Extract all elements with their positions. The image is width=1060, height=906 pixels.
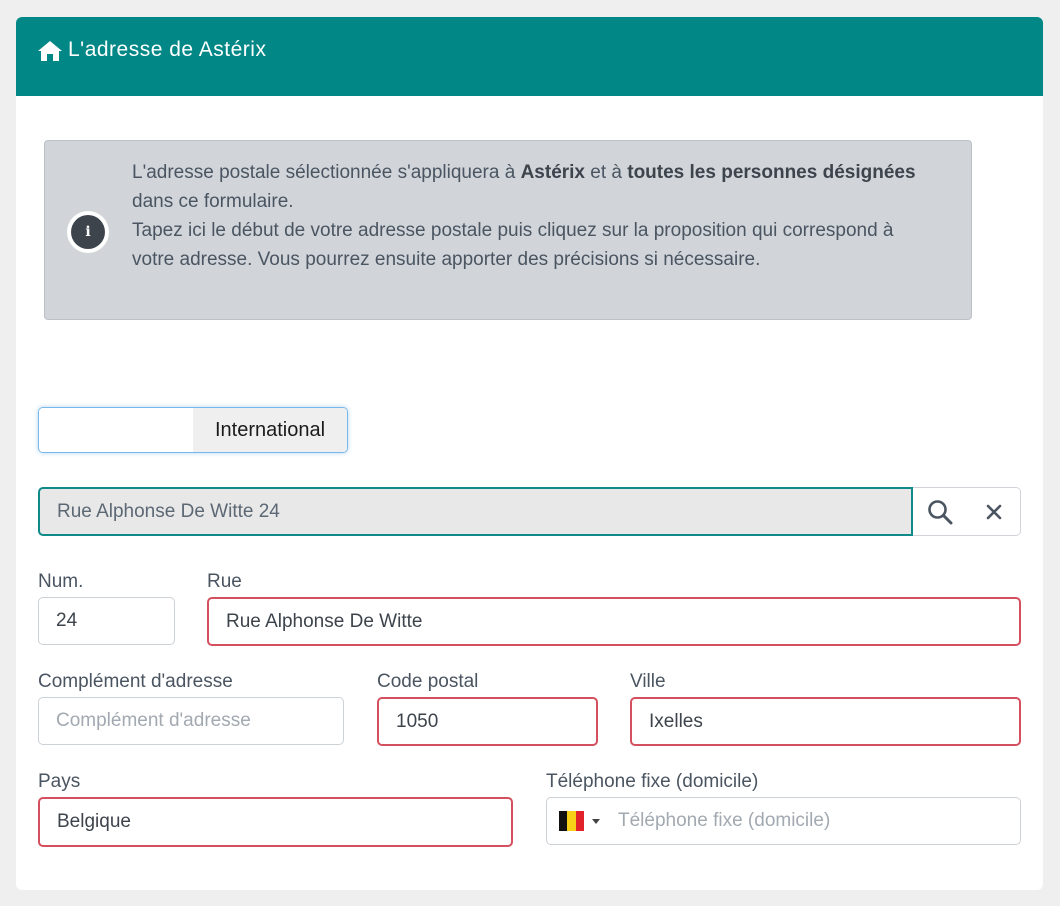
num-field[interactable]: 24 [38,597,175,645]
ville-field[interactable]: Ixelles [630,697,1021,746]
card-header [16,17,1043,96]
telephone-label: Téléphone fixe (domicile) [546,771,759,792]
info-icon: i [67,211,109,253]
pays-field[interactable]: Belgique [38,797,513,847]
toggle-switch[interactable] [39,408,193,452]
belgium-flag-icon[interactable] [559,811,584,831]
address-search-group [38,487,1021,536]
pays-label: Pays [38,771,81,792]
code-postal-label: Code postal [377,671,479,692]
complement-field[interactable]: Complément d'adresse [38,697,344,745]
rue-label: Rue [207,571,242,592]
chevron-down-icon[interactable] [592,819,600,824]
toggle-label-international[interactable]: International [193,408,347,452]
num-label: Num. [38,571,84,592]
address-search-input[interactable]: Rue Alphonse De Witte 24 [38,487,913,536]
clear-icon[interactable] [983,501,1005,523]
search-actions [913,487,1021,536]
search-icon[interactable] [927,499,953,525]
telephone-field[interactable] [546,797,1021,845]
home-icon [38,41,62,61]
page-title: L'adresse de Astérix [68,38,267,61]
alert-text: L'adresse postale sélectionnée s'appliquera à Astérix et à toutes les personnes désignées dans ce formulaire. Tapez ici le début de votre adresse postale puis cliquez sur la proposition qui correspond à votre adresse. Vous pourrez ensuite apporter des précisions si nécessaire. [132,162,916,270]
code-postal-field[interactable]: 1050 [377,697,598,746]
info-alert [44,140,972,320]
complement-label: Complément d'adresse [38,671,233,692]
address-card [16,17,1043,890]
ville-label: Ville [630,671,666,692]
rue-field[interactable]: Rue Alphonse De Witte [207,597,1021,646]
telephone-placeholder: Téléphone fixe (domicile) [618,810,831,831]
international-toggle[interactable] [38,407,348,453]
